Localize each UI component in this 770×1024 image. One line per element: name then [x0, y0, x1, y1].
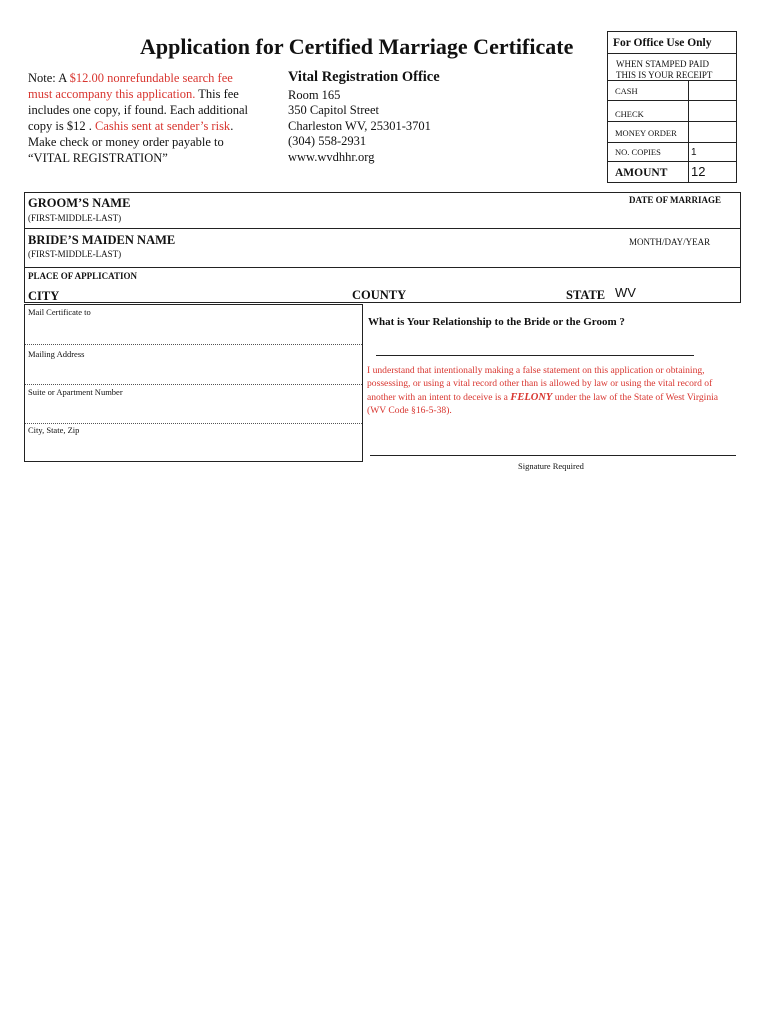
note-text: “VITAL REGISTRATION”	[28, 151, 168, 165]
warning-text: under the law of the State of West Virginia (WV Code §16-5-38).	[367, 391, 719, 416]
bride-name-label: BRIDE’S MAIDEN NAME	[28, 233, 176, 247]
note-text: .	[230, 119, 234, 133]
city-state-zip-label: City, State, Zip	[28, 425, 80, 435]
applicant-info-grid	[24, 192, 741, 303]
city-label: CITY	[28, 289, 60, 303]
amount-field[interactable]	[688, 162, 737, 183]
signature-label: Signature Required	[518, 461, 584, 471]
cash-field[interactable]	[688, 81, 737, 101]
check-field[interactable]	[688, 101, 737, 122]
divider	[25, 423, 362, 424]
office-heading: Vital Registration Office	[288, 69, 440, 85]
bride-name-sublabel: (FIRST-MIDDLE-LAST)	[28, 249, 122, 259]
date-of-marriage-field[interactable]	[625, 207, 740, 265]
receipt-line: WHEN STAMPED PAID	[616, 59, 709, 69]
mail-to-label: Mail Certificate to	[28, 307, 91, 317]
cash-label: CASH	[615, 86, 638, 96]
fee-note	[28, 70, 268, 166]
note-cash-risk-highlight: Cashis sent at sender’s risk	[95, 119, 231, 133]
receipt-line: THIS IS YOUR RECEIPT	[616, 70, 713, 80]
city-field[interactable]	[65, 283, 345, 301]
note-fee-highlight: $12.00 nonrefundable search fee	[69, 71, 233, 85]
relationship-line	[376, 355, 694, 356]
place-of-application-label: PLACE OF APPLICATION	[28, 271, 138, 281]
divider	[25, 267, 740, 268]
money-order-row	[608, 121, 736, 143]
city-state-zip-field[interactable]	[25, 435, 362, 461]
amount-label: AMOUNT	[615, 167, 668, 179]
copies-value: 1	[691, 147, 697, 158]
copies-label: NO. COPIES	[615, 147, 661, 157]
signature-line	[370, 455, 736, 456]
suite-field[interactable]	[25, 397, 362, 421]
divider	[25, 344, 362, 345]
mailing-address-field[interactable]	[25, 359, 362, 383]
date-of-marriage-label: DATE OF MARRIAGE	[629, 195, 721, 205]
copies-field[interactable]	[688, 143, 737, 162]
suite-label: Suite or Apartment Number	[28, 387, 123, 397]
state-label: STATE	[566, 288, 606, 302]
copies-row	[608, 142, 736, 162]
county-label: COUNTY	[352, 288, 407, 302]
mail-to-field[interactable]	[25, 317, 362, 343]
office-use-box	[607, 31, 737, 183]
amount-row	[608, 161, 736, 183]
office-use-title: For Office Use Only	[608, 32, 736, 54]
note-accompany-highlight: must accompany this application.	[28, 87, 196, 101]
note-text: Note: A	[28, 71, 70, 85]
bride-name-field[interactable]	[25, 229, 585, 267]
office-website: www.wvdhhr.org	[288, 149, 375, 164]
groom-name-label: GROOM’S NAME	[28, 196, 131, 210]
money-order-field[interactable]	[688, 122, 737, 143]
cash-row	[608, 80, 736, 101]
office-city: Charleston WV, 25301-3701	[288, 118, 431, 133]
note-text: Make check or money order payable to	[28, 135, 224, 149]
office-room: Room 165	[288, 87, 341, 102]
mailing-info-box	[24, 304, 363, 462]
office-phone: (304) 558-2931	[288, 134, 367, 148]
mailing-address-label: Mailing Address	[28, 349, 85, 359]
felony-warning	[367, 364, 739, 417]
date-format-label: MONTH/DAY/YEAR	[629, 237, 711, 247]
county-field[interactable]	[410, 283, 560, 301]
note-text: This fee	[195, 87, 239, 101]
receipt-note	[616, 59, 736, 81]
page-title: Application for Certified Marriage Certificate	[140, 34, 574, 59]
amount-value: 12	[691, 164, 706, 179]
check-label: CHECK	[615, 109, 644, 119]
relationship-field[interactable]	[376, 335, 694, 355]
note-text: copy is $12 .	[28, 119, 96, 133]
groom-name-field[interactable]	[25, 193, 585, 227]
check-row	[608, 100, 736, 122]
relationship-question: What is Your Relationship to the Bride or the Groom ?	[368, 316, 625, 328]
signature-field[interactable]	[370, 425, 736, 455]
groom-name-sublabel: (FIRST-MIDDLE-LAST)	[28, 213, 122, 223]
office-address	[288, 70, 440, 165]
money-order-label: MONEY ORDER	[615, 128, 677, 138]
divider	[25, 384, 362, 385]
office-street: 350 Capitol Street	[288, 103, 379, 117]
warning-text: I understand that intentionally making a false statement on this application or obtaining, possessing, or using a vital record other than is allowed by law or using the vital record of another with an intent to deceive is a	[367, 365, 713, 403]
state-value[interactable]: WV	[615, 285, 636, 300]
note-text: includes one copy, if found. Each additional	[28, 103, 248, 117]
felony-text: FELONY	[510, 391, 553, 403]
